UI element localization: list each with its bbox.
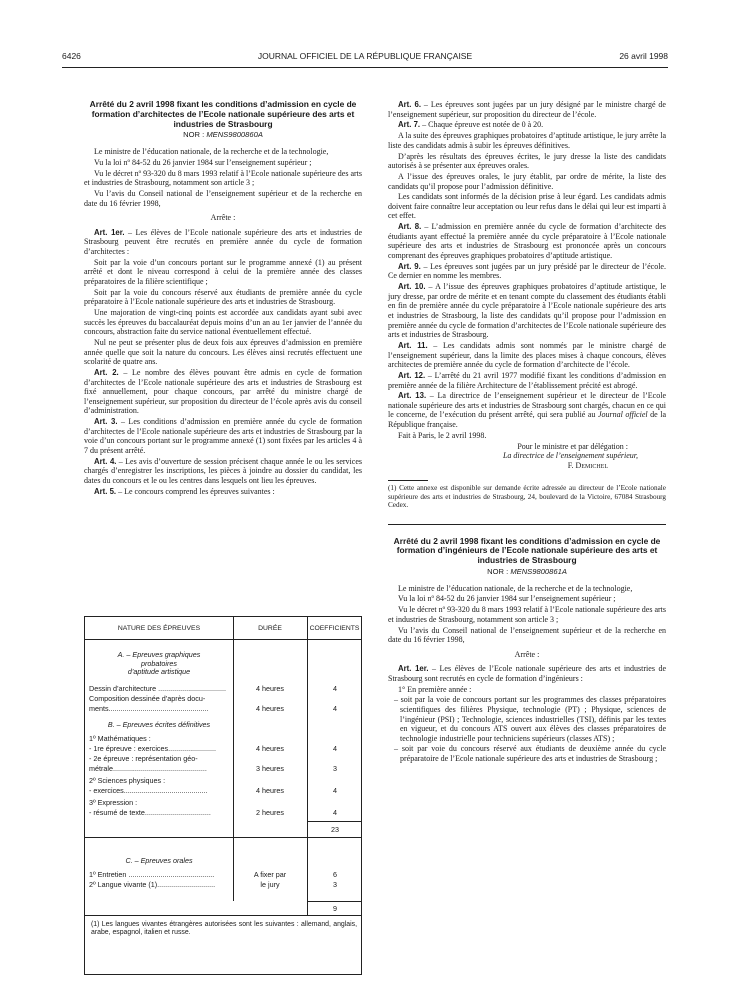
article-text: – Les épreuves sont jugées par un jury désigné par le ministre chargé de l’enseignement supérieur, sur proposition du directeur de l’école. xyxy=(388,100,666,119)
article-para: Une majoration de vingt-cinq points est accordée aux candidats ayant subi avec succès les épreuves du baccalauréat depuis moins d’un an au 1er janvier de l’année du concours, abstraction faite du service national éventuellement effectué. xyxy=(84,308,362,337)
column-divider xyxy=(307,617,308,915)
article-label: Art. 9. xyxy=(398,261,421,271)
preamble-para: Vu le décret nº 93-320 du 8 mars 1993 relatif à l’Ecole nationale supérieure des arts et industries de Strasbourg, notamment son article 3 ; xyxy=(388,605,666,624)
article-1 xyxy=(84,228,362,257)
article-label: Art. 7. xyxy=(398,120,421,130)
nor-code: MENS9800860A xyxy=(206,130,263,140)
article-text: – A l’issue des épreuves graphiques probatoires d’aptitude artistique, le jury dresse, par ordre de mérite et en tenant compte du classement des étudiants établi en fin de première année du cycle préparatoire à l’Ecole nationale supérieure des arts et industries de Strasbourg, la liste des candidats qu’il propose pour l’admission en première année du cycle de formation d’architectes de l’Ecole nationale supérieure des arts et industries de Strasbourg. xyxy=(388,282,666,340)
exam-label: 2º Langue vivante (1)............................. xyxy=(89,881,216,889)
article-label: Art. 6. xyxy=(398,100,422,109)
article-text: – Le nombre des élèves pouvant être admis en cycle de formation d’architectes de l’Ecole nationale supérieure des arts et industries de Strasbourg est fixé annuellement, pour chaque concours, par arrêté du ministre chargé de l’enseignement supérieur, sur proposition du directeur de l’école après avis du conseil d’administration. xyxy=(84,367,362,416)
exam-label: - résumé de texte................................. xyxy=(89,809,211,817)
section-c-heading: C. – Epreuves orales xyxy=(125,856,193,865)
article-text: – Les avis d’ouverture de session précisent chaque année le ou les services chargés d’enregistrer les inscriptions, les pièces à joindre au dossier du candidat, les dates du concours et le ou les centres dans lesquels ont lieu les épreuves. xyxy=(84,456,362,485)
section-a-line: A. – Epreuves graphiques xyxy=(117,650,201,659)
article-label: Art. 10. xyxy=(398,282,426,292)
article-12 xyxy=(388,371,666,390)
section-a-heading xyxy=(85,651,233,677)
article-label: Art. 1er. xyxy=(94,227,125,237)
list-item: – soit par la voie de concours portant sur les programmes des classes préparatoires scientifiques des filières Physique, technologie (PT) ; Physique, sciences de l’ingénieur (PSI) ; Technologie, sciences industrielles (TSI), définis par les textes en vigueur, et du concours ATS ouvert aux élèves des classes préparatoires de technologie industrielle pour techniciens supérieurs (classes ATS) ; xyxy=(394,695,666,743)
article-5 xyxy=(84,487,362,497)
exam-label: métrale............................................... xyxy=(89,765,207,773)
preamble-para: Le ministre de l’éducation nationale, de la recherche et de la technologie, xyxy=(398,583,633,593)
journal-title: JOURNAL OFFICIEL DE LA RÉPUBLIQUE FRANÇAISE xyxy=(257,51,473,61)
exam-coefficient: 4 xyxy=(333,786,337,795)
article-10 xyxy=(388,282,666,340)
left-column xyxy=(84,100,362,497)
recruitment-list xyxy=(388,695,666,763)
preamble-para: Vu l’avis du Conseil national de l’enseignement supérieur et de la recherche en date du 16 février 1998, xyxy=(84,188,362,208)
article-text: – Le concours comprend les épreuves suivantes : xyxy=(116,486,275,496)
exam-label: - 1re épreuve : exercices........................ xyxy=(89,745,217,753)
exam-duration: 4 heures xyxy=(256,786,284,795)
exam-label: Composition dessinée d’après docu- xyxy=(89,695,206,703)
list-item: – soit par voie du concours réservé aux étudiants de deuxième année du cycle préparatoire de l’Ecole nationale supérieure des arts et industries de Strasbourg ; xyxy=(394,744,666,763)
exam-duration: 4 heures xyxy=(256,704,284,713)
article-text: – L’admission en première année du cycle de formation d’architecte des étudiants ayant effectué la première année du cycle préparatoire à l’Ecole nationale supérieure des arts et industries de Strasbourg est prononcée après un concours comprenant des épreuves graphiques probatoires d’aptitude artistique. xyxy=(388,222,666,261)
article-para: Nul ne peut se présenter plus de deux fois aux épreuves d’admission en première année quelle que soit la nature du concours. Les élèves ainsi recrutés effectuent une scolarité de quatre ans. xyxy=(84,337,362,367)
nor-code: MENS9800861A xyxy=(510,567,567,577)
article-4 xyxy=(84,457,362,486)
exam-label: - exercices.......................................... xyxy=(89,787,208,795)
exam-coefficient: 4 xyxy=(333,704,337,713)
issue-date: 26 avril 1998 xyxy=(619,51,668,61)
nor-reference xyxy=(388,567,666,577)
header-rule xyxy=(62,67,668,68)
exam-label: ments.................................................. xyxy=(89,705,209,713)
exam-label: 1º Mathématiques : xyxy=(89,735,151,743)
article-label: Art. 2. xyxy=(94,367,119,377)
exam-duration: 2 heures xyxy=(256,808,284,817)
place-date: Fait à Paris, le 2 avril 1998. xyxy=(398,430,487,440)
exam-coefficient: 4 xyxy=(333,744,337,753)
article-label: Art. 13. xyxy=(398,391,427,401)
exam-label: - 2e épreuve : représentation géo- xyxy=(89,755,198,763)
article-label: Art. 1er. xyxy=(398,664,429,674)
journal-name: Journal officiel xyxy=(597,410,648,420)
preamble-para: Vu l’avis du Conseil national de l’enseignement supérieur et de la recherche en date du 16 février 1998, xyxy=(388,625,666,645)
exam-coefficient: 4 xyxy=(333,684,337,693)
signature-line: Pour le ministre et par délégation : xyxy=(517,441,628,451)
exam-duration: 4 heures xyxy=(256,684,284,693)
article-para: Les candidats sont informés de la décision prise à leur égard. Les candidats admis doivent faire connaître leur acceptation ou leur refus dans le délai qui leur est imparti à cet effet. xyxy=(388,192,666,221)
footnote: (1) Cette annexe est disponible sur demande écrite adressée au directeur de l’Ecole nationale supérieure des arts et industries de Strasbourg, 24, boulevard de la Victoire, 67084 Strasbourg Cedex. xyxy=(388,480,666,509)
section-a-line: probatoires xyxy=(141,658,177,668)
preamble-para: Vu le décret nº 93-320 du 8 mars 1993 relatif à l’Ecole nationale supérieure des arts et industries de Strasbourg, notamment son article 3 ; xyxy=(84,168,362,188)
article-text: – Les épreuves sont jugées par un jury présidé par le directeur de l’école. Ce dernier en nomme les membres. xyxy=(388,261,666,281)
header-divider xyxy=(85,639,362,640)
section-divider xyxy=(85,837,362,838)
exam-duration: 4 heures xyxy=(256,744,284,753)
article-11 xyxy=(388,341,666,370)
article-2 xyxy=(84,368,362,416)
article-para: Soit par la voie du concours réservé aux étudiants de première année du cycle préparatoire à l’Ecole nationale supérieure des arts et industries de Strasbourg. xyxy=(84,287,362,307)
article-text: – Chaque épreuve est notée de 0 à 20. xyxy=(420,120,544,130)
article-text: – Les candidats admis sont nommés par le ministre chargé de l’enseignement supérieur, dans la limite des places mises à chaque concours, élèves architectes de première année du cycle de formation d’architecte de l’école. xyxy=(388,340,666,370)
subtotal-oral: 9 xyxy=(333,904,337,913)
exam-coefficient: 3 xyxy=(333,880,337,889)
article-6 xyxy=(388,100,666,119)
page-number: 6426 xyxy=(62,51,81,61)
subtotal-written: 23 xyxy=(331,825,339,834)
article-text: – Les élèves de l’Ecole nationale supérieure des arts et industries de Strasbourg peuvent être recrutés en première année du cycle de formation d’architectes : xyxy=(84,227,362,256)
signature-role: La directrice de l’enseignement supérieur, xyxy=(502,451,638,461)
article-text: – Les conditions d’admission en première année du cycle de formation d’architectes de l’Ecole nationale supérieure des arts et industries de Strasbourg par la voie d’un concours portant sur le programme annexé (1) sont fixées par les articles 4 à 7 du présent arrêté. xyxy=(84,417,362,455)
article-text: – La directrice de l’enseignement supérieur et le directeur de l’Ecole nationale supérieure des arts et industries de Strasbourg sont chargés, chacun en ce qui le concerne, de l’exécution du présent arrêté, qui sera publié au xyxy=(388,391,666,420)
arrete-heading: Arrête : xyxy=(514,649,540,659)
exam-label: 2º Sciences physiques : xyxy=(89,777,166,785)
article-para: A l’issue des épreuves orales, le jury établit, par ordre de mérite, la liste des candidats qu’il propose pour l’admission définitive. xyxy=(388,171,666,191)
nor-reference xyxy=(84,130,362,140)
article-label: Art. 11. xyxy=(398,340,428,350)
article-text: de la République française. xyxy=(388,410,666,430)
article-label: Art. 8. xyxy=(398,222,422,232)
article-para: D’après les résultats des épreuves écrites, le jury dresse la liste des candidats autorisés à se présenter aux épreuves orales. xyxy=(388,151,666,171)
article-label: Art. 12. xyxy=(398,370,426,380)
column-header-duree: DURÉE xyxy=(258,625,282,632)
article-13 xyxy=(388,391,666,429)
exam-label: Dessin d’architecture .................................. xyxy=(89,685,227,693)
right-column xyxy=(388,100,666,764)
article-3 xyxy=(84,417,362,455)
article-8 xyxy=(388,222,666,260)
total-line xyxy=(307,901,362,902)
section-divider xyxy=(85,915,362,916)
preamble-para: Le ministre de l’éducation nationale, de la recherche et de la technologie, xyxy=(94,146,329,156)
exam-duration: A fixer par xyxy=(253,870,287,879)
article-7 xyxy=(388,120,666,130)
decree-separator xyxy=(388,524,666,525)
exam-label: 3º Expression : xyxy=(89,799,138,807)
article-text: – Les élèves de l’Ecole nationale supérieure des arts et industries de Strasbourg sont recrutés en cycle de formation d’ingénieurs : xyxy=(388,664,666,683)
decree-title: Arrêté du 2 avril 1998 fixant les conditions d’admission en cycle de formation d’architectes de l’Ecole nationale supérieure des arts et industries de Strasbourg xyxy=(89,99,357,129)
arrete-heading: Arrête : xyxy=(210,213,236,223)
table-footnote: (1) Les langues vivantes étrangères autorisées sont les suivantes : allemand, anglais, arabe, espagnol, italien et russe. xyxy=(91,921,357,937)
article-label: Art. 5. xyxy=(94,486,117,496)
exam-coefficient: 4 xyxy=(333,808,337,817)
exam-coefficient: 3 xyxy=(333,764,337,773)
article-text: – L’arrêté du 21 avril 1977 modifié fixant les conditions d’admission en première année de la filière Architecture de l’établissement précité est abrogé. xyxy=(388,370,666,390)
nor-label: NOR : xyxy=(487,567,511,577)
preamble-para: Vu la loi nº 84-52 du 26 janvier 1984 sur l’enseignement supérieur ; xyxy=(94,157,312,167)
article-para: A la suite des épreuves graphiques probatoires d’aptitude artistique, le jury arrête la liste des candidats admis à subir les épreuves définitives. xyxy=(388,131,666,150)
article-label: Art. 4. xyxy=(94,456,117,466)
exam-duration: le jury xyxy=(260,880,280,889)
signatory-name: F. Demichel xyxy=(567,460,608,470)
article-label: Art. 3. xyxy=(94,417,118,427)
total-line xyxy=(307,821,362,822)
article-para: 1° En première année : xyxy=(398,684,472,694)
section-b-heading: B. – Epreuves écrites définitives xyxy=(107,720,211,729)
nor-label: NOR : xyxy=(183,130,207,140)
column-header-coefficients: COEFFICIENTS xyxy=(309,625,360,632)
article-para: Soit par la voie d’un concours portant sur le programme annexé (1) au présent arrêté et dont le niveau correspond à celui de la première année des classes préparatoires de la filière scientifique ; xyxy=(84,257,362,286)
exam-coefficient: 6 xyxy=(333,870,337,879)
exam-duration: 3 heures xyxy=(256,764,284,773)
preamble-para: Vu la loi nº 84-52 du 26 janvier 1984 sur l’enseignement supérieur ; xyxy=(398,594,616,604)
exam-label: 1º Entretien ........................................... xyxy=(89,871,215,879)
article-1 xyxy=(388,664,666,683)
decree-title: Arrêté du 2 avril 1998 fixant les conditions d’admission en cycle de formation d’ingénieurs de l’Ecole nationale supérieure des arts et industries de Strasbourg xyxy=(393,535,661,566)
column-header-nature: NATURE DES ÉPREUVES xyxy=(117,625,201,632)
section-a-line: d’aptitude artistique xyxy=(127,667,191,677)
exam-table xyxy=(84,616,362,975)
page-header xyxy=(62,52,668,64)
article-9 xyxy=(388,262,666,281)
